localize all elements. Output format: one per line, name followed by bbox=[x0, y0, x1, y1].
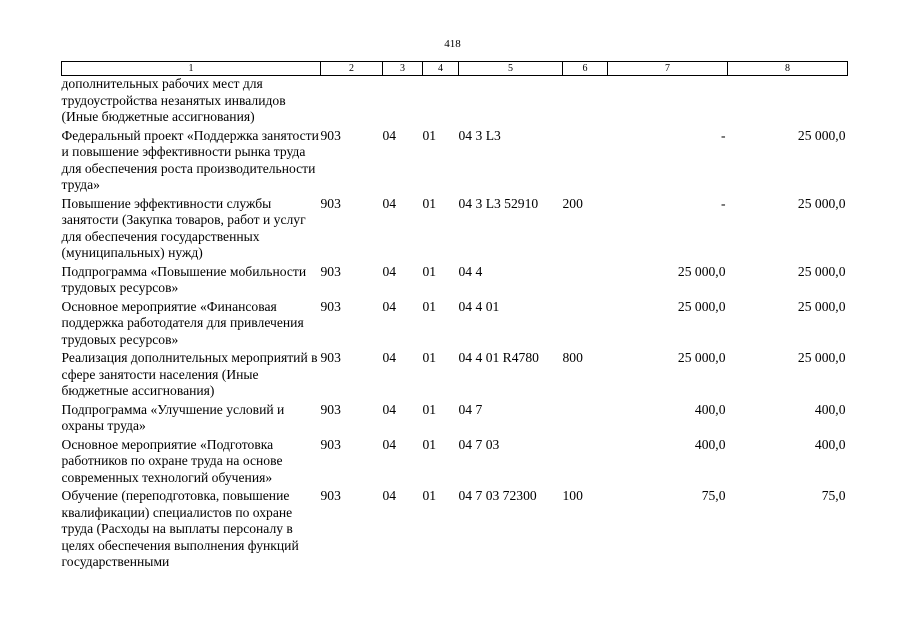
amount-col7: 75,0 bbox=[701, 488, 726, 503]
amount-col7: - bbox=[720, 195, 726, 211]
code-section: 04 bbox=[382, 127, 397, 143]
table-row bbox=[62, 196, 848, 264]
table-row bbox=[62, 299, 848, 351]
amount-col7: 25 000,0 bbox=[677, 298, 726, 314]
amount-col8: 25 000,0 bbox=[797, 127, 846, 143]
code-ministry: 903 bbox=[320, 401, 341, 417]
code-expense-type bbox=[563, 299, 608, 351]
code-expense-type: 800 bbox=[562, 350, 583, 365]
code-target-article: 04 7 03 72300 bbox=[458, 488, 537, 503]
code-ministry: 903 bbox=[320, 195, 341, 211]
code-target-article bbox=[459, 76, 563, 128]
table-row bbox=[62, 437, 848, 489]
column-header: 6 bbox=[563, 62, 608, 76]
column-header: 1 bbox=[62, 62, 321, 76]
column-header: 4 bbox=[423, 62, 459, 76]
page-number: 418 bbox=[444, 38, 461, 50]
amount-col7: 400,0 bbox=[694, 436, 726, 452]
code-section: 04 bbox=[382, 350, 397, 365]
amount-col7: 25 000,0 bbox=[677, 350, 726, 365]
column-header: 5 bbox=[459, 62, 563, 76]
code-target-article: 04 4 bbox=[458, 263, 483, 279]
code-ministry: 903 bbox=[320, 127, 341, 143]
code-target-article: 04 3 L3 52910 bbox=[458, 195, 539, 211]
code-subsection: 01 bbox=[422, 488, 437, 503]
amount-col8: 25 000,0 bbox=[797, 350, 846, 365]
item-name: Основное мероприятие «Финансовая поддержка работодателя для привлечения трудовых ресурсов» bbox=[61, 298, 304, 347]
code-subsection: 01 bbox=[422, 195, 437, 211]
code-expense-type bbox=[563, 402, 608, 437]
amount-col7: - bbox=[720, 127, 726, 143]
amount-col7 bbox=[608, 76, 728, 128]
code-expense-type bbox=[563, 264, 608, 299]
code-expense-type bbox=[563, 437, 608, 489]
code-subsection: 01 bbox=[422, 436, 437, 452]
code-subsection: 01 bbox=[422, 350, 437, 365]
code-expense-type bbox=[563, 128, 608, 196]
code-subsection bbox=[423, 76, 459, 128]
code-target-article: 04 4 01 R4780 bbox=[458, 350, 539, 365]
amount-col8 bbox=[728, 76, 848, 128]
code-target-article: 04 3 L3 bbox=[458, 127, 501, 143]
amount-col8: 400,0 bbox=[814, 436, 846, 452]
code-expense-type: 200 bbox=[562, 195, 583, 211]
code-subsection: 01 bbox=[422, 263, 437, 279]
code-section: 04 bbox=[382, 263, 397, 279]
code-section: 04 bbox=[382, 298, 397, 314]
code-subsection: 01 bbox=[422, 401, 437, 417]
table-row bbox=[62, 350, 848, 402]
item-name: Федеральный проект «Поддержка занятости и повышение эффективности рынка труда для обеспечения роста производительности труда» bbox=[61, 127, 319, 192]
table-header-row bbox=[62, 62, 848, 76]
item-name: дополнительных рабочих мест для трудоустройства незанятых инвалидов (Иные бюджетные ассигнования) bbox=[61, 76, 286, 124]
budget-table bbox=[61, 61, 848, 571]
table-row bbox=[62, 128, 848, 196]
amount-col8: 75,0 bbox=[821, 488, 846, 503]
column-header: 8 bbox=[728, 62, 848, 76]
code-ministry: 903 bbox=[320, 436, 341, 452]
item-name: Реализация дополнительных мероприятий в сфере занятости населения (Иные бюджетные ассигнования) bbox=[61, 350, 318, 398]
amount-col8: 25 000,0 bbox=[797, 195, 846, 211]
item-name: Повышение эффективности службы занятости (Закупка товаров, работ и услуг для обеспечения государственных (муниципальных) нужд) bbox=[61, 195, 306, 260]
code-section: 04 bbox=[382, 488, 397, 503]
column-header: 3 bbox=[383, 62, 423, 76]
code-target-article: 04 7 bbox=[458, 401, 483, 417]
table-row bbox=[62, 264, 848, 299]
item-name: Подпрограмма «Улучшение условий и охраны труда» bbox=[61, 401, 285, 433]
amount-col8: 25 000,0 bbox=[797, 263, 846, 279]
table-row bbox=[62, 402, 848, 437]
code-section: 04 bbox=[382, 195, 397, 211]
code-expense-type bbox=[563, 76, 608, 128]
code-target-article: 04 4 01 bbox=[458, 298, 500, 314]
amount-col8: 400,0 bbox=[814, 401, 846, 417]
table-row bbox=[62, 488, 848, 571]
code-subsection: 01 bbox=[422, 127, 437, 143]
code-section bbox=[383, 76, 423, 128]
code-expense-type: 100 bbox=[562, 488, 583, 503]
table-row bbox=[62, 76, 848, 128]
amount-col7: 25 000,0 bbox=[677, 263, 726, 279]
code-ministry: 903 bbox=[320, 298, 341, 314]
item-name: Обучение (переподготовка, повышение квалификации) специалистов по охране труда (Расходы на выплаты персоналу в целях обеспечения выполнения функций государственными bbox=[61, 488, 299, 569]
amount-col8: 25 000,0 bbox=[797, 298, 846, 314]
item-name: Подпрограмма «Повышение мобильности трудовых ресурсов» bbox=[61, 263, 307, 295]
column-header: 2 bbox=[321, 62, 383, 76]
code-ministry: 903 bbox=[320, 350, 341, 365]
item-name: Основное мероприятие «Подготовка работников по охране труда на основе современных технологий обучения» bbox=[61, 436, 283, 485]
code-ministry: 903 bbox=[320, 263, 341, 279]
column-header: 7 bbox=[608, 62, 728, 76]
code-subsection: 01 bbox=[422, 298, 437, 314]
code-target-article: 04 7 03 bbox=[458, 436, 500, 452]
code-section: 04 bbox=[382, 401, 397, 417]
code-ministry bbox=[321, 76, 383, 128]
amount-col7: 400,0 bbox=[694, 401, 726, 417]
code-section: 04 bbox=[382, 436, 397, 452]
code-ministry: 903 bbox=[320, 488, 341, 503]
